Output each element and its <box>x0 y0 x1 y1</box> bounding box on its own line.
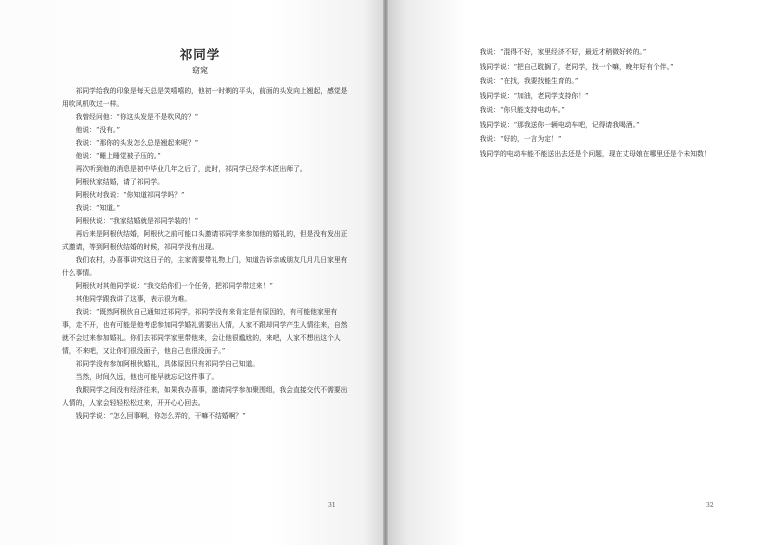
paragraph: 再次听到他的消息是初中毕业几年之后了，此时，祁同学已经学木匠出师了。 <box>62 165 307 173</box>
paragraph: 阿根伙家结婚，请了祁同学。 <box>62 178 164 186</box>
paragraph: 当然，时间久远，他也可能早就忘记这件事了。 <box>62 373 219 381</box>
paragraph: 钱同学说：“怎么回事啊，你怎么弄的，干嘛不结婚啊？” <box>62 412 246 420</box>
paragraph: 我跟同学之间没有经济往来，如果我办喜事，邀请同学参加聚围组，我会直接交代不需要出人情的，人家会轻轻松松过来，开开心心回去。 <box>62 386 348 407</box>
left-body-text <box>62 85 350 423</box>
left-page <box>0 0 383 545</box>
paragraph: 钱同学说：“加油，老同学支持你！” <box>466 91 589 100</box>
paragraph: 我说：“知道。” <box>62 204 120 212</box>
paragraph: 其他同学跟我讲了这事，表示很为难。 <box>62 295 192 303</box>
paragraph: 阿根伙对其他同学说：“我交给你们一个任务，把祁同学带过来！” <box>62 282 273 290</box>
paragraph: 祁同学没有参加阿根伙婚礼，具体原因只有祁同学自己知道。 <box>62 360 260 368</box>
paragraph: 再后来是阿根伙结婚，阿根伙之前可能口头邀请祁同学来参加他的婚礼的，但是没有发出正式邀请，等到阿根伙结婚的时候，祁同学没有出现。 <box>62 230 348 251</box>
paragraph: 钱同学说：“那我送你一辆电动车吧，记得请我喝酒。” <box>466 120 640 129</box>
paragraph: 我说：“你只能支持电动车。” <box>466 106 565 114</box>
paragraph: 钱同学的电动车能不能送出去还是个问题，现在丈母娘在哪里还是个未知数！ <box>466 149 711 158</box>
paragraph: 祁同学给我的印象是每天总是笑嘻嘻的，他初一时剃的平头，前面的头发向上翘起，感觉是用吹风机吹过一样。 <box>62 87 348 108</box>
author-name: 窈窕 <box>192 66 208 75</box>
paragraph: 我说：“混得不好，家里经济不好，最近才稍微好转的。” <box>466 48 647 56</box>
paragraph: 我说：“好的，一言为定！” <box>466 135 562 143</box>
chapter-title: 祁同学 <box>179 47 221 62</box>
paragraph: 他说：“睡上睡觉被子压的。” <box>62 152 161 160</box>
page-number-left: 31 <box>328 502 336 509</box>
right-page <box>388 0 780 545</box>
paragraph: 我说：“既然阿根伙自己通知过祁同学，祁同学没有来肯定是有原因的，有可能他家里有事，走不开，也有可能是他考虑参加同学婚礼需要出人情，人家不跟却同学产生人情往来，自然就不会过来参加婚礼。你们去祁同学家里带他来，会让他很尴尬的，来吧，人家不想出这个人情，不来吧，又让你们很没面子，他自己也很没面子。” <box>62 308 348 355</box>
paragraph: 我说：“在找，我要找能生育的。” <box>466 77 579 85</box>
paragraph: 阿根伙对我说：“你知道祁同学吗？” <box>62 191 185 199</box>
paragraph: 我曾经问他：“你这头发是不是吹风的？” <box>62 113 199 121</box>
page-number-right: 32 <box>706 502 714 509</box>
right-body-text <box>466 45 766 161</box>
paragraph: 阿根伙说：“我家结婚就是祁同学装的！” <box>62 217 199 225</box>
paragraph: 他说：“没有。” <box>62 126 120 134</box>
paragraph: 钱同学说：“把自己耽搁了，老同学，找一个嘛，晚年好有个伴。” <box>466 62 674 71</box>
paragraph: 我们农村，办喜事讲究这日子的，主家需要带礼物上门，知道告诉亲戚朋友几月几日家里有什么事情。 <box>62 256 348 277</box>
paragraph: 我说：“那你的头发怎么总是翘起来呢？” <box>62 139 199 147</box>
